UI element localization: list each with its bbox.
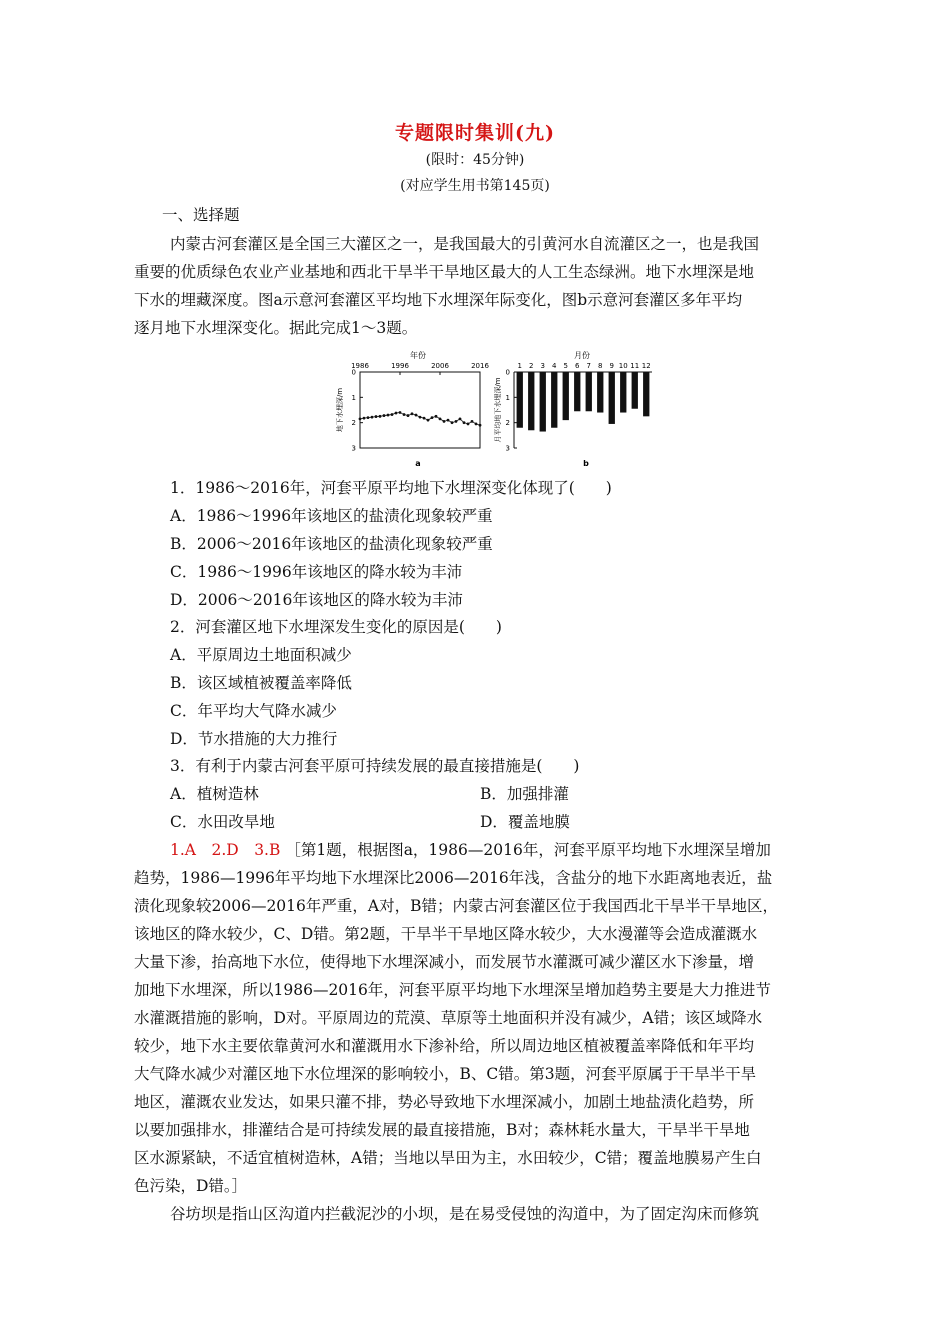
- chart-a-y-tick-label: 3: [351, 444, 356, 453]
- chart-b-y-tick-label: 3: [505, 444, 510, 453]
- question-3-option-d: D．覆盖地膜: [480, 813, 570, 831]
- chart-b-ylabel: 月平均地下水埋深/m: [494, 377, 502, 443]
- chart-a-x-tick-label: 1986: [351, 362, 369, 370]
- chart-b-y-tick-label: 1: [505, 393, 510, 402]
- question-1-option-b: B．2006～2016年该地区的盐渍化现象较严重: [170, 535, 493, 553]
- chart-b-x-tick-label: 1: [517, 362, 522, 370]
- chart-b-x-tick-label: 6: [575, 362, 580, 370]
- chart-a-point: [447, 419, 450, 422]
- chart-a-ylabel: 地下水埋深/m: [336, 387, 344, 433]
- chart-b-bar: [563, 372, 569, 420]
- question-3-option-b: B．加强排灌: [480, 785, 569, 803]
- chart-a-point: [415, 414, 418, 417]
- chart-a-point: [455, 420, 458, 423]
- chart-a-y-tick-label: 2: [351, 419, 356, 428]
- chart-a-point: [475, 423, 478, 426]
- chart-b-x-tick-label: 11: [630, 362, 640, 370]
- chart-a-point: [423, 417, 426, 420]
- answer-line: 渍化现象较2006—2016年严重，A对，B错；内蒙古河套灌区位于我国西北干旱半干旱地区，: [134, 897, 778, 915]
- chart-b-x-tick-label: 12: [641, 362, 651, 370]
- chart-b-bar: [586, 372, 592, 411]
- chart-b-panel-label: b: [583, 459, 589, 468]
- chart-a-point: [403, 413, 406, 416]
- passage-2-line: 谷坊坝是指山区沟道内拦截泥沙的小坝，是在易受侵蚀的沟道中，为了固定沟床而修筑: [170, 1205, 760, 1223]
- answer-line: 地区，灌溉农业发达，如果只灌不排，势必导致地下水埋深减小，加剧土地盐渍化趋势，所: [134, 1093, 755, 1111]
- chart-b-x-tick-label: 9: [609, 362, 614, 370]
- answer-line: 大量下渗，抬高地下水位，使得地下水埋深减小，而发展节水灌溉可减少灌区水下渗量，增: [134, 953, 755, 971]
- chart-a-point: [367, 416, 370, 419]
- chart-a-line: [360, 413, 480, 426]
- answer-line: 较少，地下水主要依靠黄河水和灌溉用水下渗补给，所以周边地区植被覆盖率降低和年平均: [134, 1037, 755, 1055]
- chart-a-panel-label: a: [415, 459, 421, 468]
- answer-line: 以要加强排水，排灌结合是可持续发展的最直接措施，B对；森林耗水量大，干旱半干旱地: [134, 1121, 750, 1139]
- chart-a-point: [391, 413, 394, 416]
- question-3-option-c: C．水田改旱地: [170, 813, 275, 831]
- chart-a-point: [471, 420, 474, 423]
- answer-line: 色污染，D错。］: [134, 1177, 248, 1195]
- question-1-option-a: A．1986～1996年该地区的盐渍化现象较严重: [170, 507, 493, 525]
- chart-a-y-tick-label: 1: [351, 393, 356, 402]
- passage-line: 重要的优质绿色农业产业基地和西北干旱半干旱地区最大的人工生态绿洲。地下水埋深是地: [134, 263, 755, 281]
- chart-b-bar: [643, 372, 649, 416]
- chart-b-x-tick-label: 3: [540, 362, 545, 370]
- answer-line: 加地下水埋深，所以1986—2016年，河套平原平均地下水埋深呈增加趋势主要是大力推进节: [134, 981, 771, 999]
- question-2-option-a: A．平原周边土地面积减少: [170, 646, 352, 664]
- chart-a-point: [379, 415, 382, 418]
- passage-line: 逐月地下水埋深变化。据此完成1～3题。: [134, 319, 418, 337]
- chart-a-point: [435, 415, 438, 418]
- chart-b-series: [517, 372, 650, 432]
- chart-a-point: [431, 416, 434, 419]
- question-1-option-c: C．1986～1996年该地区的降水较为丰沛: [170, 563, 463, 581]
- page-title: 专题限时集训(九): [395, 122, 555, 144]
- chart-b-x-tick-label: 10: [618, 362, 628, 370]
- chart-a-series: [359, 411, 482, 426]
- chart-a-point: [463, 421, 466, 424]
- question-3-stem: 3．有利于内蒙古河套平原可持续发展的最直接措施是( ): [170, 757, 580, 775]
- chart-b-y-tick-label: 0: [505, 368, 510, 377]
- chart-b-bar: [574, 372, 580, 411]
- answer-line: 水灌溉措施的影响，D对。平原周边的荒漠、草原等土地面积并没有减少，A错；该区域降水: [134, 1009, 763, 1027]
- time-limit: (限时：45分钟): [425, 152, 525, 168]
- question-2-option-c: C．年平均大气降水减少: [170, 702, 337, 720]
- chart-b-bar: [551, 372, 557, 428]
- chart-b-bar: [517, 372, 523, 428]
- chart-b-x-tick-label: 4: [552, 362, 557, 370]
- chart-a-point: [395, 412, 398, 415]
- chart-a-point: [411, 412, 414, 415]
- chart-b-bar: [632, 372, 638, 409]
- chart-a: [330, 348, 490, 473]
- chart-a-point: [451, 421, 454, 424]
- answer-first-line: [170, 840, 860, 860]
- chart-a-title: 年份: [410, 351, 426, 360]
- answer-line: 该地区的降水较少，C、D错。第2题，干旱半干旱地区降水较少，大水漫灌等会造成灌溉水: [134, 925, 758, 943]
- chart-b: [490, 348, 660, 473]
- chart-a-frame: [360, 372, 480, 448]
- chart-a-point: [383, 414, 386, 417]
- passage-line: 下水的埋藏深度。图a示意河套灌区平均地下水埋深年际变化，图b示意河套灌区多年平均: [134, 291, 743, 309]
- question-2-option-b: B．该区域植被覆盖率降低: [170, 674, 352, 692]
- chart-a-point: [387, 414, 390, 417]
- answer-line: 大气降水减少对灌区地下水位埋深的影响较小，B、C错。第3题，河套平原属于干旱半干旱: [134, 1065, 757, 1083]
- question-1-option-d: D．2006～2016年该地区的降水较为丰沛: [170, 591, 463, 609]
- chart-a-point: [443, 420, 446, 423]
- chart-b-x-tick-label: 8: [598, 362, 603, 370]
- chart-b-bar: [620, 372, 626, 413]
- question-2-stem: 2．河套灌区地下水埋深发生变化的原因是( ): [170, 618, 502, 636]
- chart-b-bar: [540, 372, 546, 432]
- chart-b-x-tick-label: 5: [563, 362, 568, 370]
- chart-a-y-tick-label: 0: [351, 368, 356, 377]
- chart-a-point: [427, 419, 430, 422]
- chart-a-axes: [351, 362, 489, 453]
- chart-a-x-tick-label: 1996: [391, 362, 409, 370]
- question-2-option-d: D．节水措施的大力推行: [170, 730, 338, 748]
- chart-b-x-tick-label: 7: [586, 362, 591, 370]
- chart-a-point: [479, 424, 482, 427]
- chart-a-point: [399, 411, 402, 414]
- chart-a-point: [359, 417, 362, 420]
- question-3-option-a: A．植树造林: [170, 785, 259, 803]
- chart-b-bar: [597, 372, 603, 413]
- chart-b-title: 月份: [574, 351, 590, 360]
- chart-a-point: [467, 423, 470, 426]
- answer-line: 区水源紧缺，不适宜植树造林，A错；当地以旱田为主，水田较少，C错；覆盖地膜易产生白: [134, 1149, 762, 1167]
- chart-a-point: [375, 415, 378, 418]
- chart-a-x-tick-label: 2006: [431, 362, 449, 370]
- answer-line: 趋势，1986—1996年平均地下水埋深比2006—2016年浅，含盐分的地下水距离地表近，盐: [134, 869, 773, 887]
- book-reference: (对应学生用书第145页): [400, 178, 550, 194]
- chart-b-bar: [528, 372, 534, 430]
- chart-a-point: [459, 417, 462, 420]
- chart-a-point: [371, 416, 374, 419]
- chart-a-point: [419, 416, 422, 419]
- chart-a-x-tick-label: 2016: [471, 362, 489, 370]
- passage-line: 内蒙古河套灌区是全国三大灌区之一，是我国最大的引黄河水自流灌区之一，也是我国: [170, 235, 760, 253]
- answer-key: 1.A 2.D 3.B: [170, 841, 281, 859]
- chart-a-point: [363, 417, 366, 420]
- chart-b-bar: [609, 372, 615, 424]
- section-heading: 一、选择题: [162, 206, 240, 224]
- chart-b-y-tick-label: 2: [505, 419, 510, 428]
- chart-b-x-tick-label: 2: [529, 362, 534, 370]
- answer-text: ［第1题，根据图a，1986—2016年，河套平原平均地下水埋深呈增加: [285, 841, 771, 859]
- chart-a-point: [439, 417, 442, 420]
- chart-a-point: [407, 414, 410, 417]
- question-1-stem: 1．1986～2016年，河套平原平均地下水埋深变化体现了( ): [170, 479, 612, 497]
